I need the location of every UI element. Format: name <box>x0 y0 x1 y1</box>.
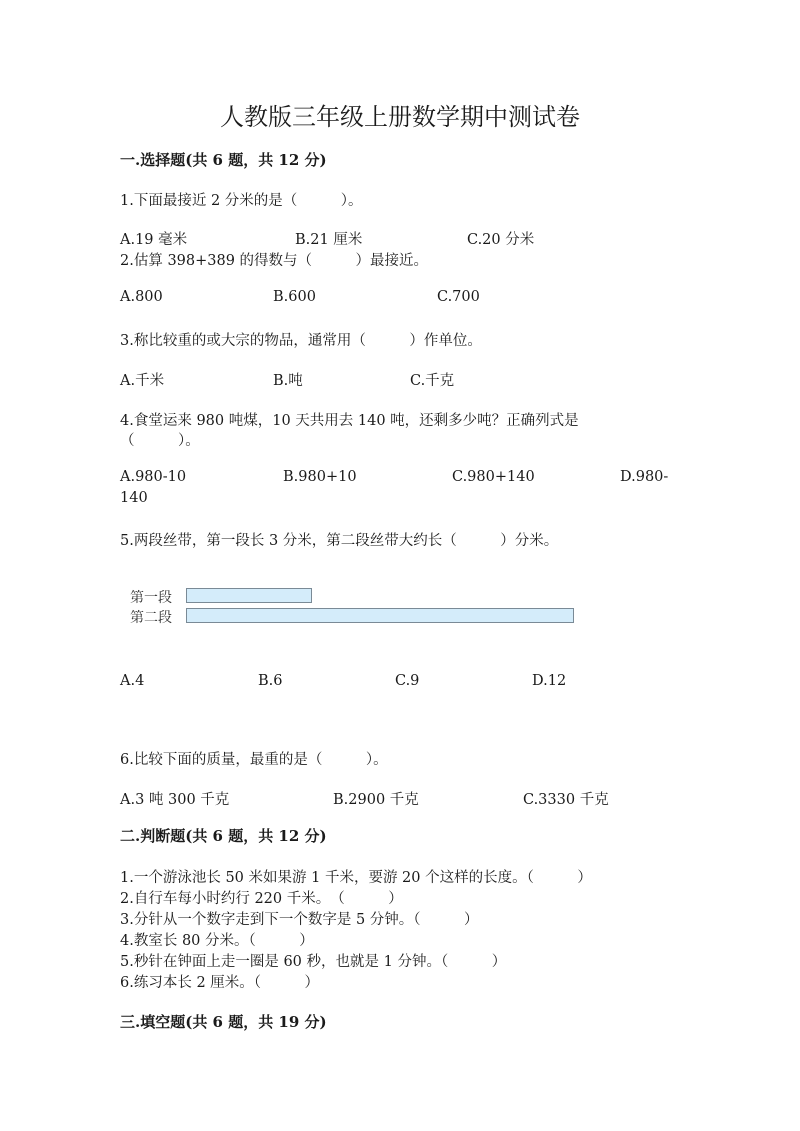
q3-option-b: B.吨 <box>273 373 303 389</box>
segment-label-second: 第二段 <box>130 610 172 626</box>
q1-option-c: C.20 分米 <box>467 232 535 248</box>
question-4-line1: 4.食堂运来 980 吨煤，10 天共用去 140 吨，还剩多少吨？正确列式是 <box>120 413 579 429</box>
ribbon-segment-first <box>186 588 312 603</box>
q6-option-c: C.3330 千克 <box>523 792 609 808</box>
q4-option-a: A.980-10 <box>120 469 187 485</box>
question-3: 3.称比较重的或大宗的物品，通常用（ ）作单位。 <box>120 333 482 349</box>
section-heading-judgment: 二.判断题(共 6 题，共 12 分) <box>120 827 327 845</box>
q3-option-a: A.千米 <box>120 373 165 389</box>
question-1: 1.下面最接近 2 分米的是（ ）。 <box>120 193 363 209</box>
segment-label-first: 第一段 <box>130 590 172 606</box>
q5-option-b: B.6 <box>258 673 283 689</box>
judgment-item-2: 2.自行车每小时约行 220 千米。 （ ） <box>120 891 403 907</box>
ribbon-segment-second <box>186 608 574 623</box>
q1-option-b: B.21 厘米 <box>295 232 363 248</box>
section-heading-fill: 三.填空题(共 6 题，共 19 分) <box>120 1013 327 1031</box>
judgment-item-5: 5.秒针在钟面上走一圈是 60 秒，也就是 1 分钟。（ ） <box>120 954 507 970</box>
q5-option-d: D.12 <box>532 673 567 689</box>
q4-option-b: B.980+10 <box>283 469 357 485</box>
q5-option-c: C.9 <box>395 673 420 689</box>
judgment-item-3: 3.分针从一个数字走到下一个数字是 5 分钟。（ ） <box>120 912 479 928</box>
question-6: 6.比较下面的质量，最重的是（ ）。 <box>120 752 388 768</box>
section-heading-choice: 一.选择题(共 6 题，共 12 分) <box>120 151 327 169</box>
q6-option-a: A.3 吨 300 千克 <box>120 792 230 808</box>
q6-option-b: B.2900 千克 <box>333 792 419 808</box>
q1-option-a: A.19 毫米 <box>120 232 188 248</box>
q5-option-a: A.4 <box>120 673 145 689</box>
question-2: 2.估算 398+389 的得数与（ ）最接近。 <box>120 253 429 269</box>
judgment-item-1: 1.一个游泳池长 50 米如果游 1 千米，要游 20 个这样的长度。（ ） <box>120 870 592 886</box>
judgment-item-4: 4.教室长 80 分米。（ ） <box>120 933 314 949</box>
q4-option-d-wrap: 140 <box>120 490 148 506</box>
q2-option-b: B.600 <box>273 289 316 305</box>
page-title: 人教版三年级上册数学期中测试卷 <box>220 103 580 131</box>
judgment-item-6: 6.练习本长 2 厘米。（ ） <box>120 975 320 991</box>
question-4-line2: （ ）。 <box>120 433 200 449</box>
q2-option-a: A.800 <box>120 289 163 305</box>
question-5: 5.两段丝带，第一段长 3 分米，第二段丝带大约长（ ）分米。 <box>120 533 559 549</box>
q4-option-d: D.980- <box>620 469 669 485</box>
q3-option-c: C.千克 <box>410 373 455 389</box>
q2-option-c: C.700 <box>437 289 480 305</box>
q4-option-c: C.980+140 <box>452 469 535 485</box>
